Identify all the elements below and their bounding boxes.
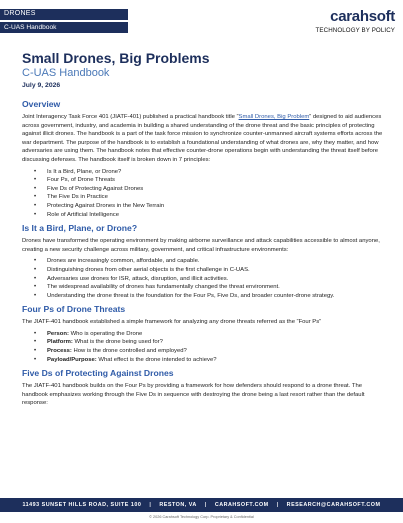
category-tag: DRONES — [0, 9, 128, 20]
publish-date: July 9, 2026 — [22, 82, 61, 89]
list-item — [34, 338, 384, 347]
list-item: • Distinguishing drones from other aerial objects is the first challenge in C-UAS. — [34, 266, 384, 275]
principles-list — [34, 168, 384, 220]
document-body — [22, 99, 384, 411]
list-item: • Drones are increasingly common, affordable, and capable. — [34, 257, 384, 266]
list-item — [34, 330, 384, 339]
list-item-text: Who is operating the Drone — [68, 330, 143, 337]
overview-section — [22, 99, 384, 219]
footer-website-link[interactable]: CARAHSOFT.COM — [214, 502, 269, 508]
list-item-label: Payload/Purpose: — [47, 356, 97, 363]
list-item: • The Five Ds in Practice — [34, 193, 384, 202]
overview-heading: Overview — [22, 99, 61, 109]
list-item: • Adversaries use drones for ISR, attack, disruption, and illicit activities. — [34, 275, 384, 284]
four-ps-section — [22, 304, 384, 364]
list-item — [34, 347, 384, 356]
list-item: • Four Ps, of Drone Threats — [34, 176, 384, 185]
footer-address: 11493 SUNSET HILLS ROAD, SUITE 100 — [22, 502, 142, 508]
document-type-tag: C-UAS Handbook — [0, 22, 128, 33]
logo-tagline: TECHNOLOGY BY POLICY — [315, 27, 395, 34]
list-item — [34, 356, 384, 365]
footer-bar — [0, 498, 403, 512]
list-item: • Five Ds of Protecting Against Drones — [34, 185, 384, 194]
carahsoft-logo — [275, 8, 395, 34]
five-ds-heading: Five Ds of Protecting Against Drones — [22, 368, 174, 379]
footer-separator: | — [149, 502, 152, 508]
four-ps-list — [34, 330, 384, 364]
list-item-label: Person: — [47, 330, 69, 337]
footer-email-link[interactable]: RESEARCH@CARAHSOFT.COM — [286, 502, 381, 508]
drone-facts-list — [34, 257, 384, 300]
list-item: • Protecting Against Drones in the New Terrain — [34, 202, 384, 211]
footer-separator: | — [276, 502, 279, 508]
handbook-link[interactable]: Small Drones, Big Problem — [238, 114, 310, 120]
bird-plane-drone-section — [22, 223, 384, 300]
footer-city: RESTON, VA — [159, 502, 197, 508]
overview-text-end: ” designed to aid audiences across government, industry, and academia in building a shared understanding of the drone threat and the basic principles of protecting against illicit drones. The handbook is a part of the task force mission to synchronize counter-unmanned aircraft systems efforts across the war department. The purpose of the handbook is to establish a foundational understanding of what drones are, why they matter, and how adversaries are using them. The handbook notes that effective counter-drone operations begin with understanding the threat itself before discussing defenses. The handbook itself is broken down in 7 principles: — [22, 114, 383, 163]
list-item-label: Process: — [47, 348, 72, 355]
bird-plane-drone-heading: Is It a Bird, Plane, or Drone? — [22, 223, 138, 234]
overview-text-start: Joint Interagency Task Force 401 (JIATF-401) published a practical handbook title “ — [22, 114, 239, 120]
list-item-text: What effect is the drone intended to achieve? — [96, 356, 217, 363]
four-ps-heading: Four Ps of Drone Threats — [22, 304, 126, 315]
copyright-notice: © 2026 Carahsoft Technology Corp. Proprietary & Confidential — [149, 515, 254, 519]
logo-wordmark: carahsoft — [330, 8, 395, 25]
list-item-label: Platform: — [47, 339, 73, 346]
list-item-text: What is the drone being used for? — [72, 339, 163, 346]
four-ps-paragraph: The JIATF-401 handbook established a simple framework for analyzing any drone threats referred as the “Four Ps” — [22, 319, 322, 326]
overview-paragraph — [22, 113, 384, 165]
list-item: • The widespread availability of drones has fundamentally changed the threat environment. — [34, 283, 384, 292]
bird-plane-drone-paragraph: Drones have transformed the operating environment by making airborne surveillance and attack capabilities accessible to almost anyone, creating a new security challenge across military, government, and critical infrastructure environments: — [22, 238, 380, 253]
list-item-text: How is the drone controlled and employed? — [71, 348, 187, 355]
list-item: • Role of Artificial Intelligence — [34, 211, 384, 220]
five-ds-paragraph: The JIATF-401 handbook builds on the Four Ps by providing a framework for how defenders should respond to a drone threat. The handbook emphasizes working through the Five Ds in sequence with destroying the drone being a last resort rather than the default response: — [22, 383, 365, 407]
page-title: Small Drones, Big Problems — [22, 50, 210, 66]
five-ds-section — [22, 368, 384, 408]
page-subtitle: C-UAS Handbook — [22, 67, 110, 79]
footer-separator: | — [204, 502, 207, 508]
list-item: • Understanding the drone threat is the foundation for the Four Ps, Five Ds, and broader counter-drone strategy. — [34, 292, 384, 301]
list-item: • Is It a Bird, Plane, or Drone? — [34, 168, 384, 177]
